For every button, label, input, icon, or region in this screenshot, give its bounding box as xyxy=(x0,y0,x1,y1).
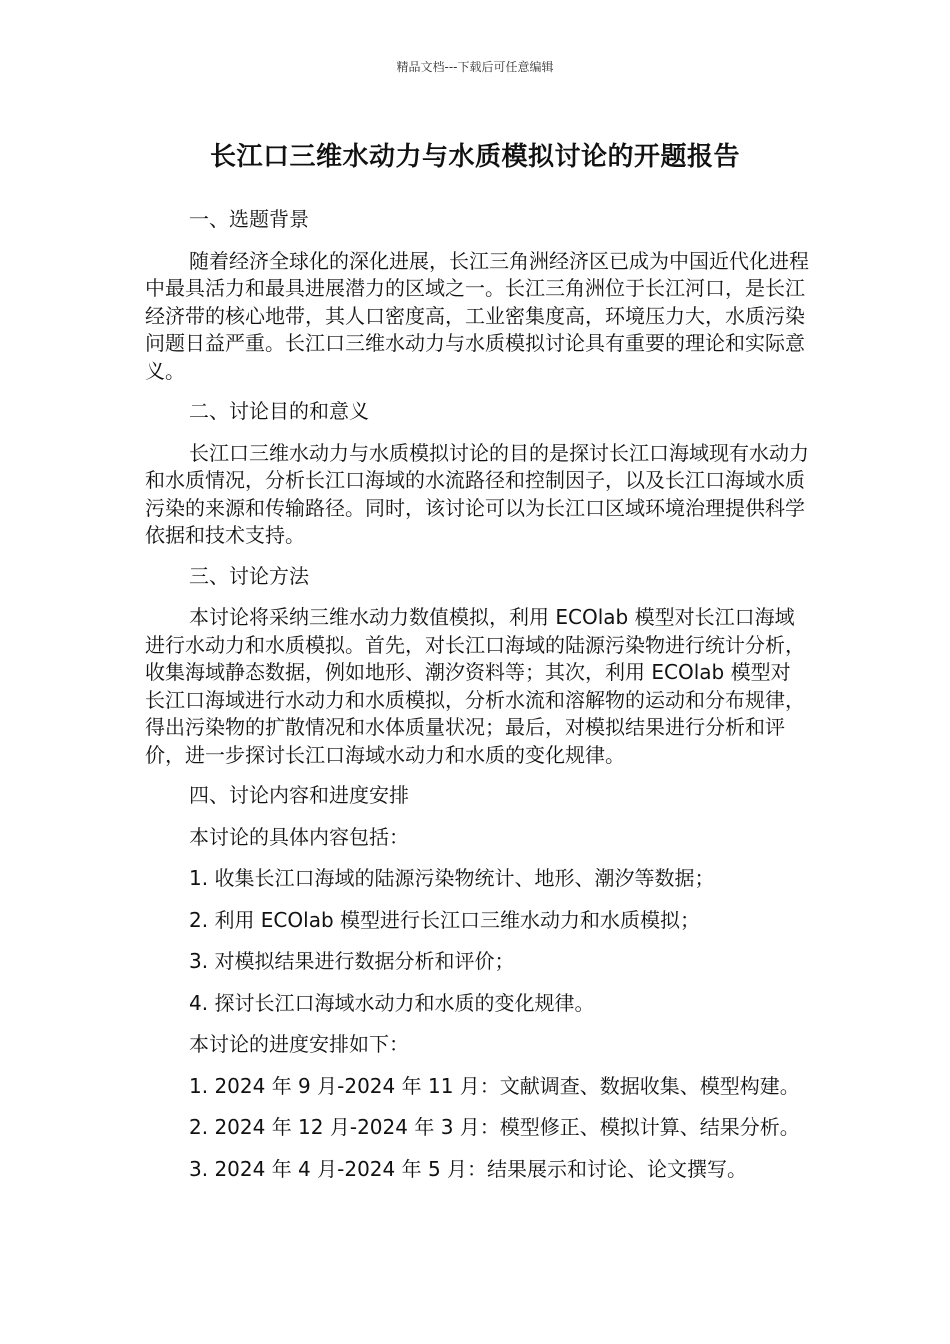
schedule-item: 1. 2024 年 9 月-2024 年 11 月：文献调查、数据收集、模型构建。 xyxy=(189,1073,800,1098)
schedule-item: 3. 2024 年 4 月-2024 年 5 月：结果展示和讨论、论文撰写。 xyxy=(189,1156,748,1181)
section-heading-method: 三、讨论方法 xyxy=(189,563,309,588)
section-heading-purpose: 二、讨论目的和意义 xyxy=(189,399,369,423)
paragraph-background: 随着经济全球化的深化进展，长江三角洲经济区已成为中国近代化进程中最具活力和最具进展潜力的区域之一。长江三角洲位于长江河口，是长江经济带的核心地带，其人口密度高，工业密集度高，环境压力大，水质污染问题日益严重。长江口三维水动力与水质模拟讨论具有重要的理论和实际意义。 xyxy=(145,248,809,383)
content-item: 1. 收集长江口海域的陆源污染物统计、地形、潮汐等数据； xyxy=(189,866,715,890)
schedule-item: 2. 2024 年 12 月-2024 年 3 月：模型修正、模拟计算、结果分析。 xyxy=(189,1115,800,1139)
section-heading-content-schedule: 四、讨论内容和进度安排 xyxy=(189,783,409,807)
section-heading-background: 一、选题背景 xyxy=(189,207,309,231)
schedule-intro: 本讨论的进度安排如下： xyxy=(189,1032,409,1056)
document-body xyxy=(145,206,810,1197)
content-item: 2. 利用 ECOlab 模型进行长江口三维水动力和水质模拟； xyxy=(189,907,701,932)
paragraph-method: 本讨论将采纳三维水动力数值模拟，利用 ECOlab 模型对长江口海域进行水动力和水质模拟。首先，对长江口海域的陆源污染物进行统计分析，收集海域静态数据，例如地形、潮汐资料等；其次，利用 ECOlab 模型对长江口海域进行水动力和水质模拟，分析水流和溶解物的运动和分布规律，得出污染物的扩散情况和水体质量状况；最后，对模拟结果进行分析和评价，进一步探讨长江口海域水动力和水质的变化规律。 xyxy=(145,605,805,767)
content-intro: 本讨论的具体内容包括： xyxy=(189,824,409,849)
page-header-note: 精品文档---下载后可任意编辑 xyxy=(396,60,554,74)
paragraph-purpose: 长江口三维水动力与水质模拟讨论的目的是探讨长江口海域现有水动力和水质情况，分析长江口海域的水流路径和控制因子，以及长江口海域水质污染的来源和传输路径。同时，该讨论可以为长江口区域环境治理提供科学依据和技术支持。 xyxy=(145,440,809,547)
content-item: 3. 对模拟结果进行数据分析和评价； xyxy=(189,949,515,973)
content-item: 4. 探讨长江口海域水动力和水质的变化规律。 xyxy=(189,990,595,1015)
document-title: 长江口三维水动力与水质模拟讨论的开题报告 xyxy=(209,142,740,172)
